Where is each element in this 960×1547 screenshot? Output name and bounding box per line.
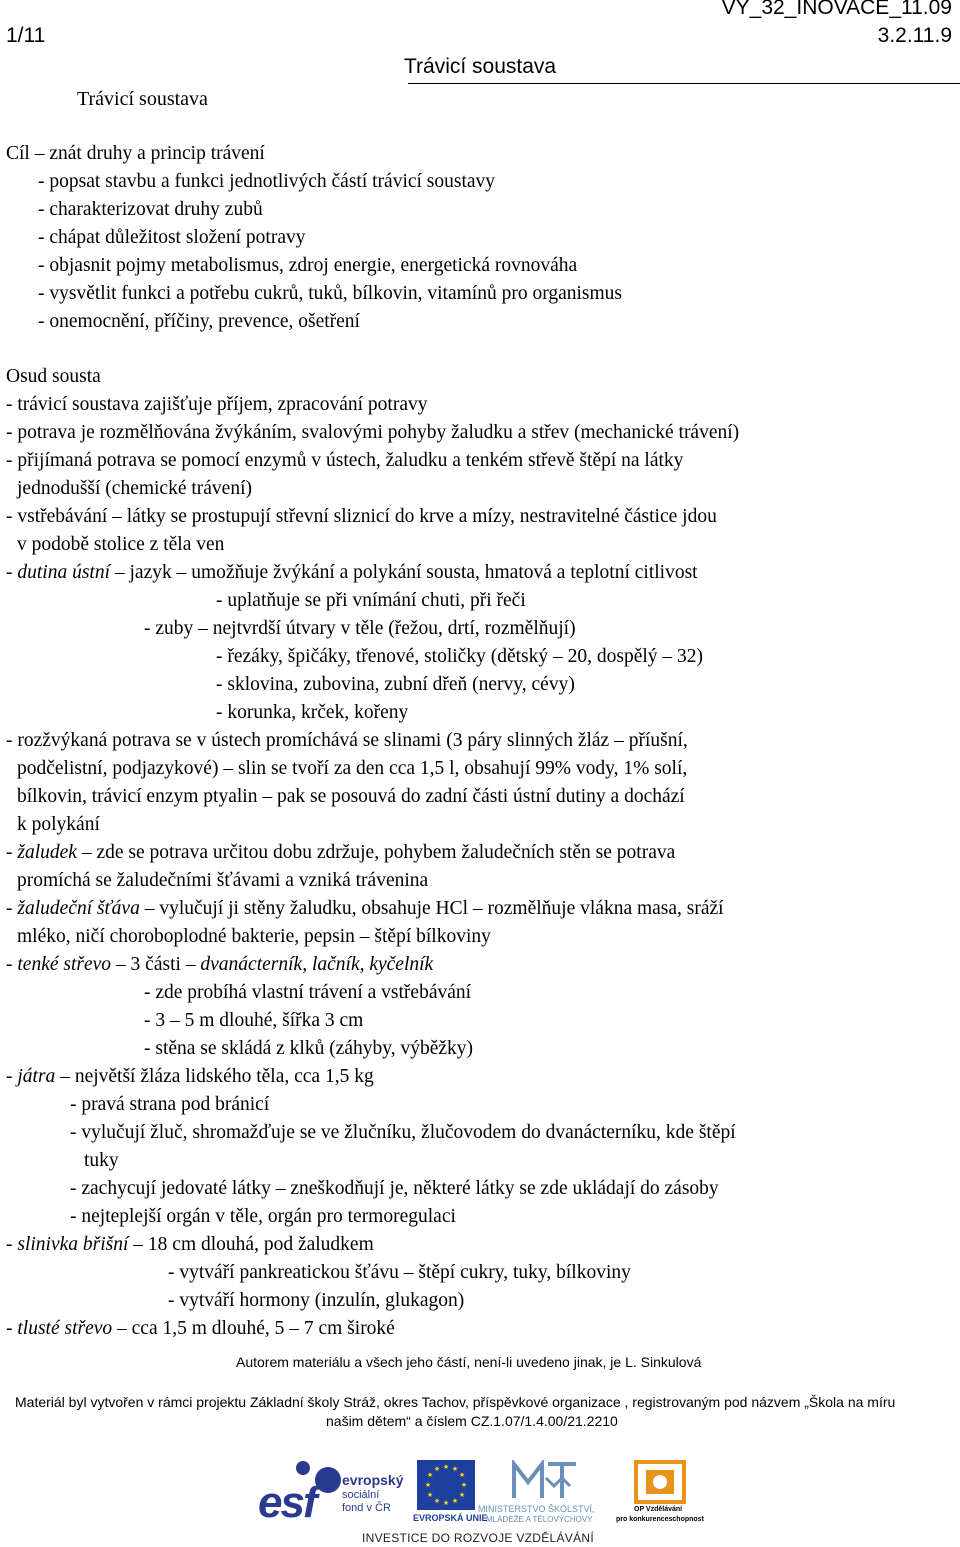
svg-text:★: ★	[451, 1465, 459, 1473]
text-line	[216, 674, 575, 696]
text-line	[17, 926, 491, 948]
text-segment: - řezáky, špičáky, třenové, stoličky (dětský – 20, dospělý – 32)	[216, 646, 704, 667]
project-note-line1: Materiál byl vytvořen v rámci projektu Základní školy Stráž, okres Tachov, příspěvkové organizace , registrovaným pod názvem „Škola na míru	[15, 1394, 896, 1410]
text-line	[6, 506, 717, 528]
text-line	[6, 1066, 374, 1088]
op-logo	[612, 1460, 708, 1528]
msmt-logo-line1: MINISTERSTVO ŠKOLSTVÍ,	[478, 1504, 595, 1514]
msmt-logo	[478, 1460, 613, 1528]
text-segment: -	[6, 562, 18, 583]
svg-text:★: ★	[433, 1497, 441, 1505]
text-segment: - vstřebávání – látky se prostupují střevní sliznicí do krve a mízy, nestravitelné částice jdou	[6, 506, 717, 527]
svg-text:★: ★	[442, 1499, 450, 1507]
text-line	[70, 1122, 736, 1144]
italic-term: tenké střevo	[17, 954, 112, 975]
text-segment: mléko, ničí choroboplodné bakterie, pepsin – štěpí bílkoviny	[17, 926, 491, 947]
esf-logo-line3: fond v ČR	[342, 1502, 391, 1514]
esf-logo-line1: evropský	[342, 1472, 404, 1488]
text-line	[6, 394, 427, 416]
text-segment: -	[6, 954, 18, 975]
text-line	[17, 814, 100, 836]
text-line	[144, 618, 576, 640]
investment-banner: INVESTICE DO ROZVOJE VZDĚLÁVÁNÍ	[362, 1531, 595, 1545]
text-segment: - pravá strana pod bránicí	[70, 1094, 270, 1115]
op-logo-line2: pro konkurenceschopnost	[616, 1516, 704, 1523]
text-line	[38, 171, 495, 193]
text-line	[168, 1262, 631, 1284]
esf-logo-line2: sociální	[342, 1489, 380, 1501]
header-title: Trávicí soustava	[404, 55, 557, 78]
text-segment: - onemocnění, příčiny, prevence, ošetření	[38, 311, 360, 332]
text-line	[17, 870, 428, 892]
op-logo-line1: OP Vzdělávání	[634, 1506, 683, 1513]
text-segment: tuky	[84, 1150, 119, 1171]
text-segment: – zde se potrava určitou dobu zdržuje, pohybem žaludečních stěn se potrava	[76, 842, 676, 863]
text-line	[38, 283, 622, 305]
text-line	[6, 143, 265, 165]
text-segment: - zde probíhá vlastní trávení a vstřebávání	[144, 982, 472, 1003]
text-line	[17, 534, 224, 556]
document-title: Trávicí soustava	[77, 88, 208, 110]
text-segment: - chápat důležitost složení potravy	[38, 227, 306, 248]
op-logo-graphic	[634, 1460, 686, 1504]
text-line	[6, 842, 675, 864]
text-segment: – 18 cm dlouhá, pod žaludkem	[128, 1234, 374, 1255]
text-segment: - přijímaná potrava se pomocí enzymů v ústech, žaludku a tenkém střevě štěpí na látky	[6, 450, 684, 471]
text-segment: Osud sousta	[6, 366, 101, 387]
text-segment: - korunka, krček, kořeny	[216, 702, 409, 723]
text-line	[168, 1290, 464, 1312]
italic-term: játra	[17, 1066, 56, 1087]
text-segment: - vylučují žluč, shromažďuje se ve žlučníku, žlučovodem do dvanácterníku, kde štěpí	[70, 1122, 736, 1143]
svg-text:★: ★	[442, 1463, 450, 1471]
text-segment: - stěna se skládá z klků (záhyby, výběžky)	[144, 1038, 474, 1059]
text-segment: - vysvětlit funkci a potřebu cukrů, tuků, bílkovin, vitamínů pro organismus	[38, 283, 623, 304]
text-segment: promíchá se žaludečními šťávami a vzniká trávenina	[17, 870, 429, 891]
svg-text:★: ★	[458, 1471, 466, 1479]
text-segment: - vytváří pankreatickou šťávu – štěpí cukry, tuky, bílkoviny	[168, 1262, 631, 1283]
text-segment: - 3 – 5 m dlouhé, šířka 3 cm	[144, 1010, 364, 1031]
text-line	[144, 1038, 473, 1060]
text-line	[6, 422, 739, 444]
eu-logo	[413, 1460, 488, 1526]
text-line	[144, 982, 471, 1004]
text-segment: - trávicí soustava zajišťuje příjem, zpracování potravy	[6, 394, 428, 415]
text-segment: - zachycují jedovaté látky – zneškodňují je, některé látky se zde ukládají do zásoby	[70, 1178, 719, 1199]
text-segment: -	[6, 898, 18, 919]
text-segment: podčelistní, podjazykové) – slin se tvoří za den cca 1,5 l, obsahují 99% vody, 1% solí,	[17, 758, 688, 779]
msmt-logo-line2: MLÁDEŽE A TĚLOVÝCHOVY	[486, 1515, 593, 1524]
esf-logo	[258, 1458, 404, 1528]
text-segment: -	[6, 842, 18, 863]
text-line	[6, 366, 101, 388]
svg-text:★: ★	[433, 1465, 441, 1473]
svg-text:★: ★	[458, 1491, 466, 1499]
text-line	[6, 1318, 395, 1340]
text-segment: – cca 1,5 m dlouhé, 5 – 7 cm široké	[112, 1318, 395, 1339]
text-segment: -	[6, 1066, 18, 1087]
text-segment: - popsat stavbu a funkci jednotlivých částí trávicí soustavy	[38, 171, 496, 192]
text-segment: – vylučují ji stěny žaludku, obsahuje HCl – rozmělňuje vlákna masa, sráží	[139, 898, 724, 919]
text-line	[6, 954, 433, 976]
text-line	[17, 478, 252, 500]
text-line	[216, 702, 408, 724]
text-segment: - potrava je rozmělňována žvýkáním, svalovými pohyby žaludku a střev (mechanické trávení)	[6, 422, 740, 443]
italic-term: žaludek	[17, 842, 77, 863]
text-line	[70, 1206, 456, 1228]
svg-text:★: ★	[424, 1481, 432, 1489]
text-line	[70, 1094, 269, 1116]
svg-text:★: ★	[426, 1491, 434, 1499]
project-note-line2: našim dětem“ a číslem CZ.1.07/1.4.00/21.2210	[326, 1413, 618, 1429]
italic-term: žaludeční šťáva	[17, 898, 140, 919]
italic-term: dutina ústní	[17, 562, 111, 583]
text-line	[6, 730, 688, 752]
material-code: VY_32_INOVACE_11.09	[721, 0, 952, 19]
text-segment: -	[6, 1234, 18, 1255]
text-segment: – 3 části –	[111, 954, 201, 975]
text-segment: – největší žláza lidského těla, cca 1,5 kg	[55, 1066, 374, 1087]
italic-term: tlusté střevo	[17, 1318, 113, 1339]
text-segment: Cíl – znát druhy a princip trávení	[6, 143, 265, 164]
text-line	[38, 255, 577, 277]
text-line	[38, 199, 263, 221]
svg-text:★: ★	[426, 1471, 434, 1479]
italic-term: dvanácterník, lačník, kyčelník	[200, 954, 434, 975]
text-line	[17, 758, 687, 780]
text-line	[6, 898, 724, 920]
material-code-number: 3.2.11.9	[877, 24, 952, 47]
text-line	[216, 590, 526, 612]
text-segment: - uplatňuje se při vnímání chuti, při řeči	[216, 590, 526, 611]
text-segment: - charakterizovat druhy zubů	[38, 199, 263, 220]
msmt-logo-graphic	[510, 1460, 580, 1500]
eu-flag-icon	[417, 1460, 475, 1510]
text-line	[6, 1234, 374, 1256]
text-segment: bílkovin, trávicí enzym ptyalin – pak se posouvá do zadní části ústní dutiny a dochází	[17, 786, 685, 807]
text-segment: -	[6, 1318, 18, 1339]
text-line	[216, 646, 703, 668]
text-segment: - objasnit pojmy metabolismus, zdroj energie, energetická rovnováha	[38, 255, 578, 276]
text-line	[70, 1178, 719, 1200]
text-segment: - rozžvýkaná potrava se v ústech promíchává se slinami (3 páry slinných žláz – příušní,	[6, 730, 688, 751]
text-segment: - sklovina, zubovina, zubní dřeň (nervy, cévy)	[216, 674, 575, 695]
text-segment: - nejteplejší orgán v těle, orgán pro termoregulaci	[70, 1206, 456, 1227]
text-line	[17, 786, 685, 808]
italic-term: slinivka břišní	[17, 1234, 129, 1255]
eu-logo-label: EVROPSKÁ UNIE	[413, 1513, 488, 1523]
text-line	[38, 227, 306, 249]
text-line	[144, 1010, 363, 1032]
author-note: Autorem materiálu a všech jeho částí, není-li uvedeno jinak, je L. Sinkulová	[236, 1354, 702, 1370]
text-line	[6, 562, 698, 584]
page-number: 1/11	[6, 24, 46, 47]
text-line	[6, 450, 683, 472]
text-segment: - vytváří hormony (inzulín, glukagon)	[168, 1290, 465, 1311]
esf-logo-text: esf	[258, 1478, 316, 1527]
text-segment: v podobě stolice z těla ven	[17, 534, 225, 555]
text-segment: - zuby – nejtvrdší útvary v těle (řežou, drtí, rozmělňují)	[144, 618, 576, 639]
text-segment: jednodušší (chemické trávení)	[17, 478, 252, 499]
text-segment: k polykání	[17, 814, 100, 835]
text-line	[84, 1150, 119, 1172]
svg-text:★: ★	[451, 1497, 459, 1505]
text-line	[38, 311, 360, 333]
svg-text:★: ★	[460, 1481, 468, 1489]
header-rule	[408, 83, 960, 84]
text-segment: – jazyk – umožňuje žvýkání a polykání sousta, hmatová a teplotní citlivost	[110, 562, 698, 583]
